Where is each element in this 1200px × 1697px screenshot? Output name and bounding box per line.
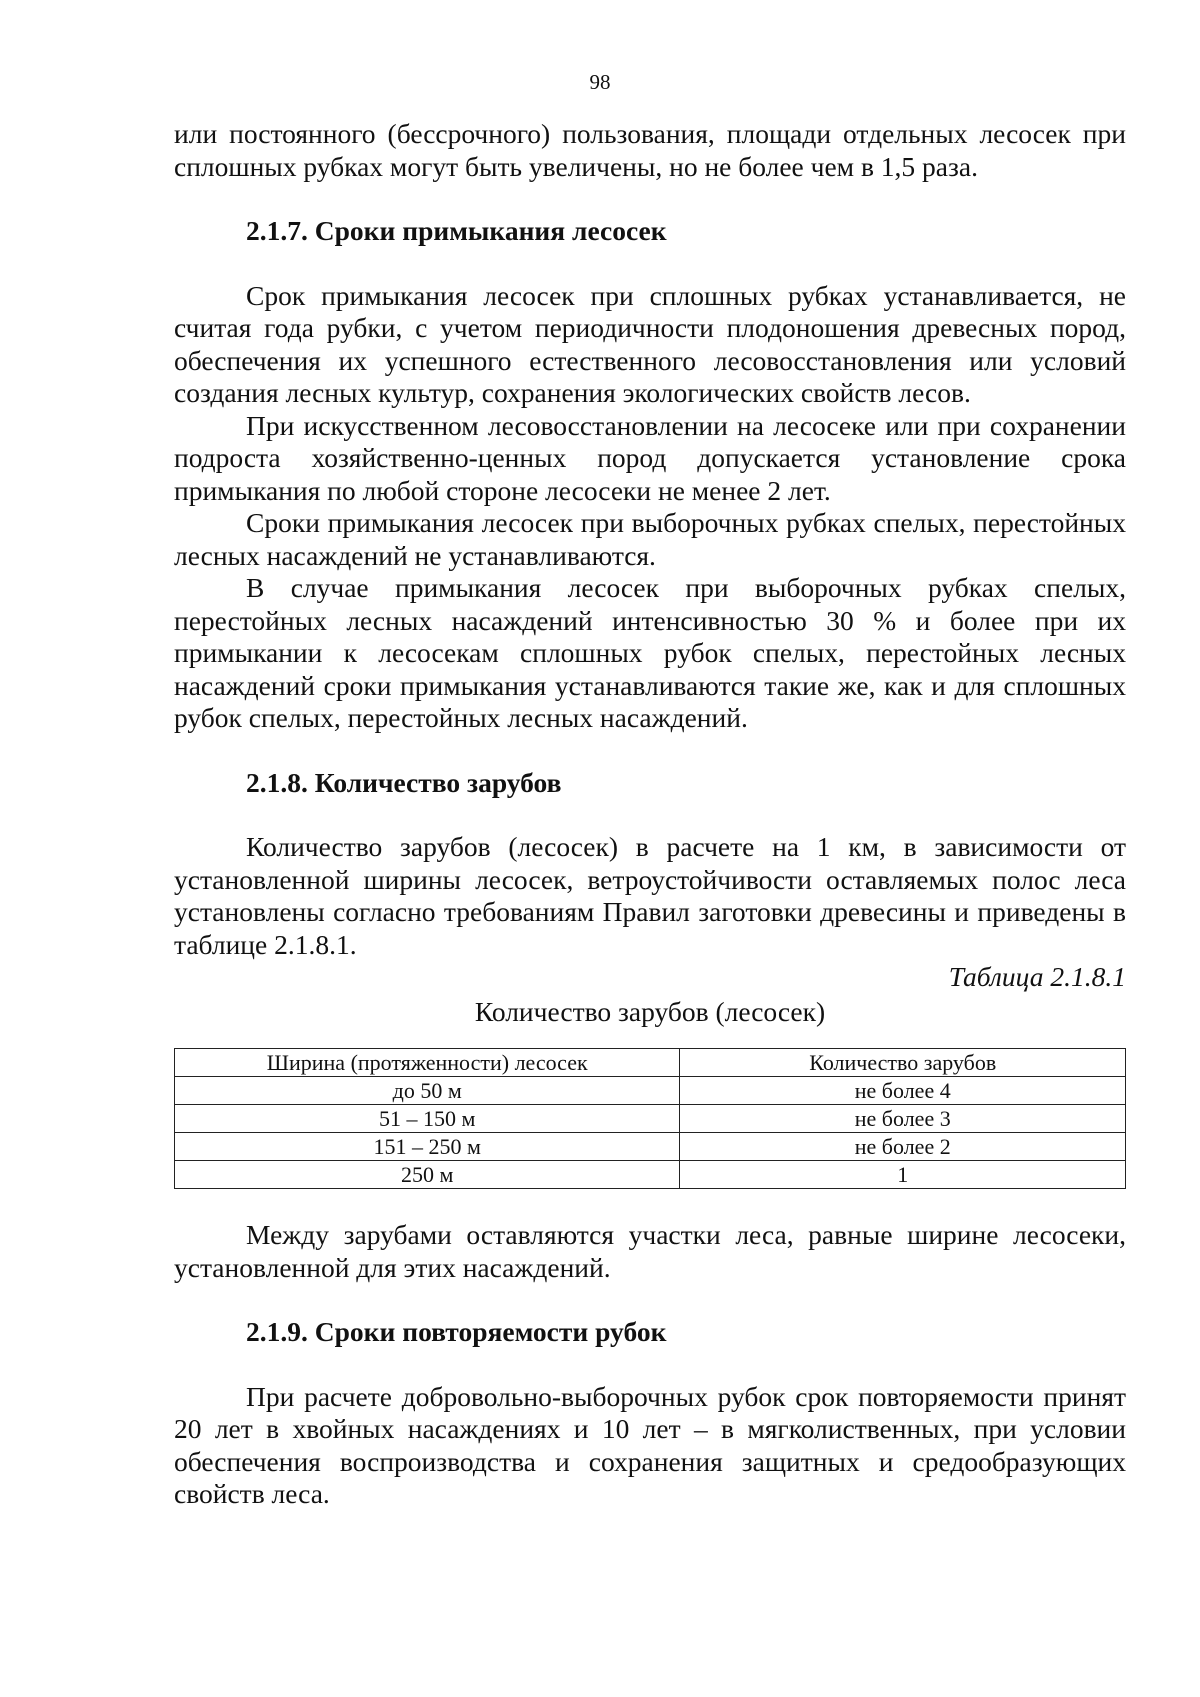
paragraph-217-2: При искусственном лесовосстановлении на лесосеке или при сохранении подроста хозяйственно-ценных пород допускается установление срока примыкания по любой стороне лесосеки не менее 2 лет. (174, 409, 1126, 506)
table-row (175, 1105, 1126, 1133)
paragraph-218-1: Количество зарубов (лесосек) в расчете на 1 км, в зависимости от установленной ширины лесосек, ветроустойчивости оставляемых полос леса установлены согласно требованиям Правил заготовки древесины и приведены в таблице 2.1.8.1. (174, 831, 1126, 960)
table-title: Количество зарубов (лесосек) (474, 995, 826, 1027)
section-heading-2-1-8: 2.1.8. Количество зарубов (246, 766, 562, 798)
table-header-cell: Количество зарубов (680, 1049, 1126, 1077)
section-heading-2-1-7: 2.1.7. Сроки примыкания лесосек (246, 215, 667, 246)
intro-paragraph: или постоянного (бессрочного) пользования, площади отдельных лесосек при сплошных рубках могут быть увеличены, но не более чем в 1,5 раза. (174, 118, 1126, 182)
table-label: Таблица 2.1.8.1 (948, 961, 1126, 992)
page-number: 98 (589, 70, 611, 94)
table-cell: 51 – 150 м (175, 1105, 680, 1133)
section-heading-2-1-9: 2.1.9. Сроки повторяемости рубок (246, 1316, 667, 1347)
table-row (175, 1161, 1126, 1189)
table-header-row (175, 1049, 1126, 1077)
paragraph-217-4: В случае примыкания лесосек при выборочных рубках спелых, перестойных лесных насаждений интенсивностью 30 % и более при их примыкании к лесосекам сплошных рубок спелых, перестойных лесных насаждений сроки примыкания устанавливаются такие же, как и для сплошных рубок спелых, перестойных лесных насаждений. (174, 572, 1126, 733)
paragraph-219-1: При расчете добровольно-выборочных рубок срок повторяемости принят 20 лет в хвойных насаждениях и 10 лет – в мягколиственных, при условии обеспечения воспроизводства и сохранения защитных и средообразующих свойств леса. (174, 1380, 1126, 1509)
table-row (175, 1133, 1126, 1161)
table-cell: 1 (680, 1161, 1126, 1189)
page-content (174, 118, 1126, 1511)
cuts-count-table (174, 1048, 1126, 1189)
table-cell: 250 м (175, 1161, 680, 1189)
table-cell: не более 3 (680, 1105, 1126, 1133)
table-cell: до 50 м (175, 1077, 680, 1105)
table-row (175, 1077, 1126, 1105)
paragraph-after-table: Между зарубами оставляются участки леса, равные ширине лесосеки, установленной для этих насаждений. (174, 1219, 1126, 1283)
table-cell: не более 4 (680, 1077, 1126, 1105)
paragraph-217-3: Сроки примыкания лесосек при выборочных рубках спелых, перестойных лесных насаждений не устанавливаются. (174, 507, 1126, 571)
paragraph-217-1: Срок примыкания лесосек при сплошных рубках устанавливается, не считая года рубки, с учетом периодичности плодоношения древесных пород, обеспечения их успешного естественного лесовосстановления или условий создания лесных культур, сохранения экологических свойств лесов. (174, 279, 1126, 408)
table-header-cell: Ширина (протяженности) лесосек (175, 1049, 680, 1077)
table-cell: не более 2 (680, 1133, 1126, 1161)
table-cell: 151 – 250 м (175, 1133, 680, 1161)
